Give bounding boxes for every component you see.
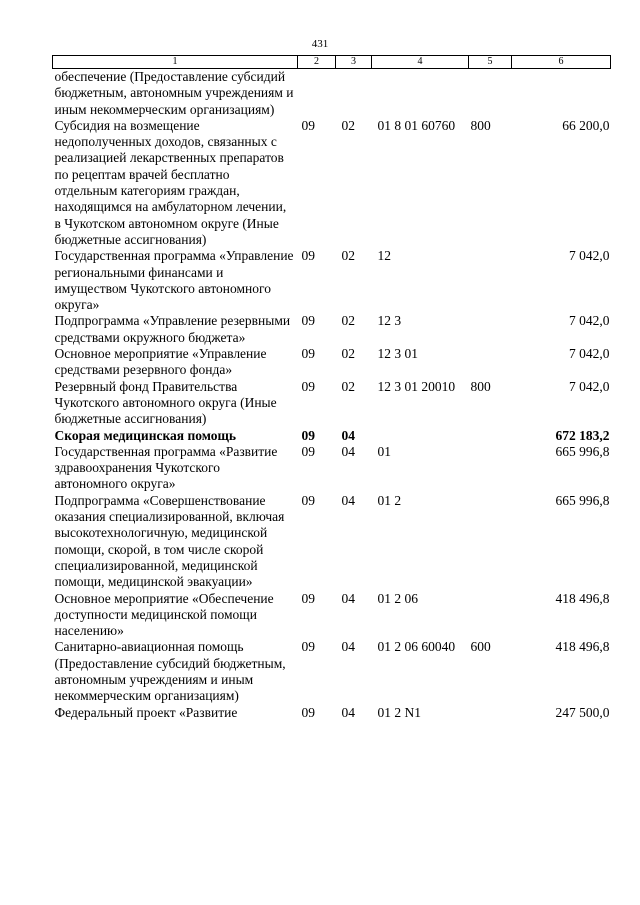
header-col-2: 2 xyxy=(298,56,336,69)
row-section-cell: 09 xyxy=(301,590,315,606)
row-section-cell: 09 xyxy=(301,427,315,443)
row-section-cell: 09 xyxy=(301,346,315,362)
row-subsection-cell: 04 xyxy=(341,492,355,508)
row-target-article-cell: 01 2 06 xyxy=(377,590,418,606)
row-amount-cell: 7 042,0 xyxy=(569,378,610,394)
row-amount-cell: 665 996,8 xyxy=(555,443,610,459)
header-row xyxy=(53,56,611,69)
row-section-cell: 09 xyxy=(301,704,315,720)
table-row xyxy=(53,69,611,118)
table-body xyxy=(53,69,611,721)
row-expense-type-cell: 800 xyxy=(470,378,491,394)
row-name-cell: Государственная программа «Управление региональными финансами и имуществом Чукотского автономного округа» xyxy=(54,248,294,313)
row-expense-type-cell xyxy=(469,248,512,313)
row-subsection-cell: 02 xyxy=(341,346,355,362)
column-number-header xyxy=(53,56,611,69)
page-number: 431 xyxy=(311,38,329,50)
row-section-cell: 09 xyxy=(301,443,315,459)
row-target-article-cell xyxy=(372,69,469,118)
row-expense-type-cell xyxy=(469,705,512,721)
row-name-cell: Скорая медицинская помощь xyxy=(54,427,237,443)
row-amount-cell: 7 042,0 xyxy=(569,313,610,329)
row-section-cell: 09 xyxy=(301,639,315,655)
row-subsection-cell xyxy=(336,69,372,118)
row-name-cell: Основное мероприятие «Управление средствами резервного фонда» xyxy=(54,346,267,378)
row-name-cell: Основное мероприятие «Обеспечение доступности медицинской помощи населению» xyxy=(54,590,274,639)
table-row xyxy=(53,313,611,346)
row-target-article-cell: 01 xyxy=(377,443,391,459)
header-col-6: 6 xyxy=(512,56,611,69)
row-target-article-cell: 12 3 01 20010 xyxy=(377,378,456,394)
row-amount-cell: 66 200,0 xyxy=(562,117,610,133)
row-subsection-cell: 04 xyxy=(341,704,355,720)
row-name-cell: обеспечение (Предоставление субсидий бюджетным, автономным учреждениям и иным некоммерческим организациям) xyxy=(54,69,294,117)
row-expense-type-cell xyxy=(469,313,512,346)
row-subsection-cell: 04 xyxy=(341,427,355,443)
header-col-5: 5 xyxy=(469,56,512,69)
table-row xyxy=(53,118,611,248)
row-amount-cell: 672 183,2 xyxy=(555,427,610,443)
row-target-article-cell: 01 2 06 60040 xyxy=(377,639,456,655)
row-name-cell: Резервный фонд Правительства Чукотского автономного округа (Иные бюджетные ассигнования) xyxy=(54,378,277,427)
table-row xyxy=(53,379,611,428)
row-amount-cell xyxy=(512,69,611,118)
row-section-cell: 09 xyxy=(301,248,315,264)
table-row xyxy=(53,444,611,493)
row-subsection-cell: 02 xyxy=(341,117,355,133)
row-subsection-cell: 02 xyxy=(341,248,355,264)
row-section-cell: 09 xyxy=(301,492,315,508)
row-section-cell xyxy=(298,69,336,118)
header-col-1: 1 xyxy=(53,56,298,69)
row-target-article-cell: 12 xyxy=(377,248,391,264)
header-col-3: 3 xyxy=(336,56,372,69)
row-name-cell: Подпрограмма «Управление резервными средствами окружного бюджета» xyxy=(54,313,291,345)
row-target-article-cell xyxy=(372,428,469,444)
row-section-cell: 09 xyxy=(301,313,315,329)
row-expense-type-cell xyxy=(469,493,512,591)
row-expense-type-cell xyxy=(469,428,512,444)
table-row xyxy=(53,346,611,379)
row-subsection-cell: 04 xyxy=(341,590,355,606)
row-target-article-cell: 12 3 xyxy=(377,313,402,329)
table-row xyxy=(53,248,611,313)
row-expense-type-cell xyxy=(469,69,512,118)
row-subsection-cell: 04 xyxy=(341,443,355,459)
row-amount-cell: 665 996,8 xyxy=(555,492,610,508)
row-subsection-cell: 02 xyxy=(341,313,355,329)
row-amount-cell: 418 496,8 xyxy=(555,590,610,606)
row-name-cell: Санитарно-авиационная помощь (Предоставление субсидий бюджетным, автономным учреждениям и иным некоммерческим организациям) xyxy=(54,639,286,704)
row-target-article-cell: 01 2 xyxy=(377,492,402,508)
row-expense-type-cell xyxy=(469,346,512,379)
row-expense-type-cell: 600 xyxy=(470,639,491,655)
row-target-article-cell: 12 3 01 xyxy=(377,346,418,362)
row-target-article-cell: 01 2 N1 xyxy=(377,704,421,720)
row-name-cell: Государственная программа «Развитие здравоохранения Чукотского автономного округа» xyxy=(54,443,278,492)
row-name-cell: Федеральный проект «Развитие xyxy=(54,704,238,720)
table-row xyxy=(53,428,611,444)
header-col-4: 4 xyxy=(372,56,469,69)
row-expense-type-cell xyxy=(469,591,512,640)
row-amount-cell: 7 042,0 xyxy=(569,346,610,362)
row-name-cell: Субсидия на возмещение недополученных доходов, связанных с реализацией лекарственных препаратов по рецептам врачей бесплатно отдельным категориям граждан, находящимся на амбулаторном лечении, в Чукотском автономном округе (Иные бюджетные ассигнования) xyxy=(54,117,287,247)
table-row xyxy=(53,705,611,721)
row-amount-cell: 247 500,0 xyxy=(555,704,610,720)
row-amount-cell: 7 042,0 xyxy=(569,248,610,264)
budget-table xyxy=(52,55,611,721)
row-subsection-cell: 04 xyxy=(341,639,355,655)
row-name-cell: Подпрограмма «Совершенствование оказания специализированной, включая высокотехнологичную, медицинской помощи, скорой, в том числе скорой специализированной, медицинской помощи, медицинской эвакуации» xyxy=(54,492,285,590)
row-target-article-cell: 01 8 01 60760 xyxy=(377,117,456,133)
table-row xyxy=(53,639,611,704)
row-expense-type-cell: 800 xyxy=(470,117,491,133)
table-row xyxy=(53,591,611,640)
row-expense-type-cell xyxy=(469,444,512,493)
table-row xyxy=(53,493,611,591)
row-section-cell: 09 xyxy=(301,117,315,133)
row-section-cell: 09 xyxy=(301,378,315,394)
row-amount-cell: 418 496,8 xyxy=(555,639,610,655)
row-subsection-cell: 02 xyxy=(341,378,355,394)
